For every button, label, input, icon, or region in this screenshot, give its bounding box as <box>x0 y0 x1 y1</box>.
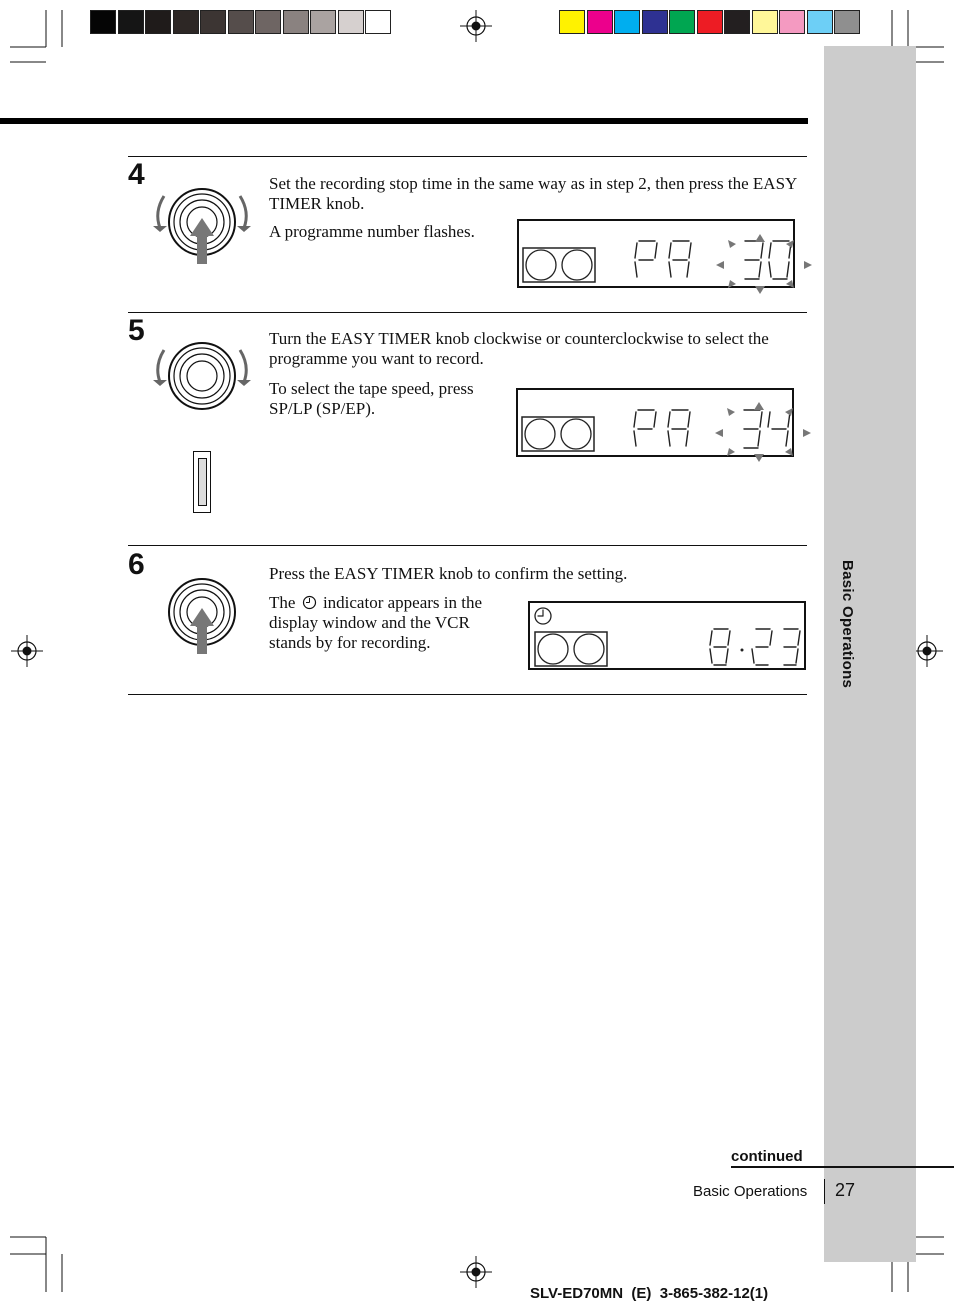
calibration-swatch <box>365 10 391 34</box>
lcd-char <box>710 629 730 665</box>
lcd-char <box>784 629 800 665</box>
step-6-bottom-rule <box>128 694 807 695</box>
lcd-char <box>668 410 690 446</box>
footer-section-label: Basic Operations <box>693 1183 808 1200</box>
calibration-swatch <box>834 10 860 34</box>
sidebar-section-label: Basic Operations <box>839 560 856 689</box>
calibration-swatch <box>697 10 723 34</box>
easy-timer-knob-rotate-icon <box>150 336 254 416</box>
lcd-char <box>741 649 744 652</box>
calibration-swatch <box>807 10 833 34</box>
calibration-swatch <box>255 10 281 34</box>
calibration-swatch <box>173 10 199 34</box>
flash-indicator-icon <box>708 232 818 296</box>
calibration-swatch <box>283 10 309 34</box>
lcd-char <box>634 410 656 446</box>
continued-label: continued <box>731 1148 803 1165</box>
calibration-swatch <box>228 10 254 34</box>
step-4-number: 4 <box>128 158 145 191</box>
lcd-char <box>752 629 772 665</box>
step-4-rule <box>128 156 807 157</box>
flash-indicator-icon <box>707 400 817 464</box>
display-window-time <box>528 601 806 670</box>
continued-rule <box>731 1166 954 1168</box>
calibration-swatch <box>338 10 364 34</box>
calibration-swatch <box>587 10 613 34</box>
step-4-text: Set the recording stop time in the same way as in step 2, then press the EASY TIMER knob. <box>269 174 797 213</box>
calibration-swatch <box>310 10 336 34</box>
timer-clock-icon <box>535 608 551 624</box>
step-5-text: Turn the EASY TIMER knob clockwise or counterclockwise to select the programme you want to record. <box>269 329 769 368</box>
step-6-note-lead: The <box>269 593 296 612</box>
step-5-rule <box>128 312 807 313</box>
step-4-note: A programme number flashes. <box>269 222 475 241</box>
calibration-swatch <box>669 10 695 34</box>
easy-timer-knob-press-icon <box>160 570 244 658</box>
calibration-swatch <box>559 10 585 34</box>
calibration-swatch <box>642 10 668 34</box>
step-5-note: To select the tape speed, press SP/LP (SP/EP). <box>269 379 474 418</box>
easy-timer-knob-icon <box>150 180 254 268</box>
calibration-swatch <box>118 10 144 34</box>
step-6-note <box>269 593 509 653</box>
header-rule <box>0 118 808 124</box>
lcd-char <box>635 241 657 277</box>
step-6-text: Press the EASY TIMER knob to confirm the setting. <box>269 564 628 583</box>
sp-lp-button-icon <box>193 451 211 513</box>
calibration-swatch <box>614 10 640 34</box>
calibration-swatch <box>200 10 226 34</box>
footer-divider <box>824 1179 825 1204</box>
lcd-char <box>669 241 691 277</box>
step-6-number: 6 <box>128 548 145 581</box>
model-code: SLV-ED70MN (E) 3-865-382-12(1) <box>530 1285 769 1302</box>
page-number: 27 <box>835 1180 856 1200</box>
step-6-note-rest: indicator appears in the display window and the VCR stands by for recording. <box>269 593 483 652</box>
step-5-number: 5 <box>128 314 145 347</box>
calibration-swatch <box>90 10 116 34</box>
step-6-rule <box>128 545 807 546</box>
calibration-swatch <box>752 10 778 34</box>
calibration-swatch <box>724 10 750 34</box>
calibration-swatch <box>145 10 171 34</box>
timer-clock-icon <box>302 595 317 610</box>
calibration-swatch <box>779 10 805 34</box>
